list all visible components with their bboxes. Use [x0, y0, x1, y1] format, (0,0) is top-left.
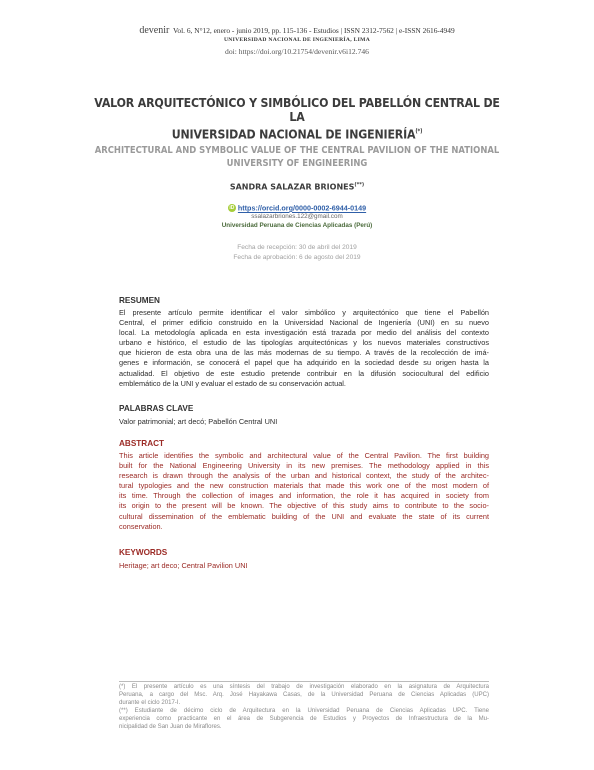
resumen-line: Central, el primer edificio construido en la Universidad Nacional de Ingeniería (UNI) en su nuevo [119, 318, 489, 328]
footnote-divider [119, 681, 489, 682]
footnote-line: (**) Estudiante de décimo ciclo de Arquitectura en la Universidad Peruana de Ciencias Aplicadas UPC. Tiene [119, 707, 489, 714]
keywords-text: Heritage; art deco; Central Pavilion UNI [119, 561, 248, 570]
palabras-clave-heading: PALABRAS CLAVE [119, 404, 194, 413]
footnote-line: (*) El presente artículo es una síntesis del trabajo de investigación elaborado en la asignatura de Arquitectura [119, 684, 489, 690]
footnote-line: Peruana, a cargo del Msc. Arq. José Hayakawa Casas, de la Universidad Peruana de Ciencias Aplicadas (UPC) [119, 691, 489, 698]
footnote-line: experiencia como practicante en el área de Subgerencia de Estudios y Proyectos de Infraestructura de la Mu- [119, 715, 489, 722]
approved-date: Fecha de aprobación: 6 de agosto del 2019 [233, 254, 361, 261]
resumen-line: genes e información, se conocerá el papel que ha adquirido en la sociedad desde su origen hasta la [119, 358, 489, 368]
footnotes [119, 684, 489, 731]
resumen-line: urbano e histórico, el estudio de las tipologías arquitectónicas y los nuevos materiales constructivos [119, 338, 489, 348]
abstract-line: cultural dissemination of the emblematic building of the UNI and evaluate the state of its current [119, 511, 489, 521]
resumen-line: local. La metodología aplicada en esta investigación está trazada por medio del análisis del contexto [119, 328, 489, 338]
abstract-line: its origin to the present will be known. The objective of this study aims to contribute to the socio- [119, 501, 489, 511]
article-title-es [93, 97, 501, 142]
footnote-line: durante el ciclo 2017-I. [119, 699, 181, 706]
journal-brand: devenir [139, 25, 170, 36]
abstract-line: built for the National Engineering University in its new premises. The methodology applied in this [119, 461, 489, 471]
palabras-clave-text: Valor patrimonial; art decó; Pabellón Central UNI [119, 417, 278, 426]
title-es-line: VALOR ARQUITECTÓNICO Y SIMBÓLICO DEL PABELLÓN CENTRAL DE LA [94, 96, 500, 125]
title-es-line: UNIVERSIDAD NACIONAL DE INGENIERÍA(*) [171, 127, 423, 143]
orcid-line [0, 203, 594, 213]
abstract-line: This article identifies the symbolic and architectural value of the Central Pavilion. The first building [119, 451, 489, 460]
abstract-line: conservation. [119, 521, 163, 531]
author-affiliation: Universidad Peruana de Ciencias Aplicadas (Perú) [221, 222, 373, 229]
author-name: SANDRA SALAZAR BRIONES(**) [229, 182, 365, 192]
journal-university: UNIVERSIDAD NACIONAL DE INGENIERÍA, LIMA [223, 37, 371, 43]
resumen-line: que hicieron de esta obra una de las más modernas de su tiempo. A través de la recolección de imá- [119, 348, 489, 358]
title-en-line: UNIVERSITY OF ENGINEERING [226, 157, 368, 169]
journal-header [0, 25, 594, 56]
resumen-heading: RESUMEN [119, 296, 160, 305]
doi-text[interactable]: doi: https://doi.org/10.21754/devenir.v6i12.746 [225, 47, 369, 56]
author-footnote-marker: (**) [354, 182, 365, 188]
abstract-line: its time. Through the collection of images and information, the role it has acquired in society from [119, 491, 489, 501]
resumen-body [119, 308, 489, 389]
abstract-line: tural typologies and the new construction materials that made this work one of the most modern of [119, 481, 489, 491]
abstract-line: research is drawn through the analysis of the urban and historical context, the study of the architec- [119, 471, 489, 481]
keywords-heading: KEYWORDS [119, 548, 168, 557]
article-title-en [93, 145, 501, 170]
author-email[interactable]: ssalazarbriones.122@gmail.com [251, 213, 343, 220]
abstract-heading: ABSTRACT [119, 439, 165, 448]
resumen-line: El presente artículo permite identificar el valor simbólico y arquitectónico que tiene el Pabellón [119, 308, 489, 317]
resumen-line: emblemático de la UNI y evaluar el estado de su conservación actual. [119, 378, 346, 388]
received-date: Fecha de recepción: 30 de abril del 2019 [237, 244, 357, 251]
footnote-line: nicipalidad de San Juan de Miraflores. [119, 723, 222, 730]
journal-info-line [0, 25, 594, 36]
orcid-icon: iD [229, 205, 235, 212]
orcid-link[interactable]: https://orcid.org/0000-0002-6944-0149 [237, 203, 367, 213]
resumen-line: actualidad. El objetivo de este estudio pretende contribuir en la difusión sociocultural del edificio [119, 368, 489, 378]
title-en-line: ARCHITECTURAL AND SYMBOLIC VALUE OF THE CENTRAL PAVILION OF THE NATIONAL [94, 145, 500, 156]
title-footnote-marker: (*) [415, 128, 423, 135]
abstract-body [119, 451, 489, 532]
journal-info: Vol. 6, N°12, enero - junio 2019, pp. 115-136 - Estudios | ISSN 2312-7562 | e-ISSN 2616-4949 [173, 26, 455, 35]
